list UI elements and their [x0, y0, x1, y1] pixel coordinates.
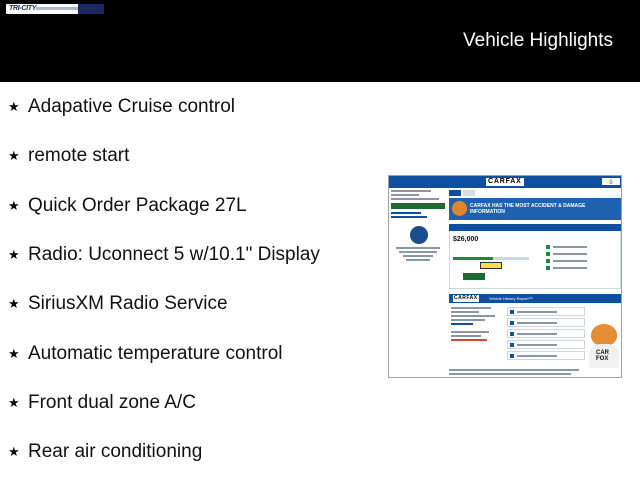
check-icon: [510, 354, 514, 358]
dealer-logo-phone: [78, 4, 104, 14]
feature-item: [8, 242, 320, 268]
carfax-top-bar: [389, 176, 622, 188]
check-icon: [510, 343, 514, 347]
carfax-sidebar: [391, 190, 446, 310]
dealer-logo-tagline: [36, 7, 78, 10]
star-icon: ★: [8, 198, 20, 214]
check-item: [546, 266, 606, 270]
history-row: [507, 340, 585, 349]
dealer-info-line: [406, 259, 430, 261]
history-row: [507, 307, 585, 316]
page-title: Vehicle Highlights: [463, 30, 613, 51]
feature-label: Automatic temperature control: [28, 343, 283, 364]
carfax-disclaimer: [449, 369, 583, 377]
check-icon: [510, 332, 514, 336]
history-row: [507, 351, 585, 360]
carfax-sidebar-active-item: [391, 203, 445, 209]
feature-label: Quick Order Package 27L: [28, 195, 247, 216]
carfax-price: $26,000: [453, 236, 479, 243]
history-row: [507, 329, 585, 338]
star-icon: ★: [8, 296, 20, 312]
check-icon: [546, 245, 550, 249]
carfax-history-logo: CARFAX: [454, 295, 478, 301]
star-icon: ★: [8, 99, 20, 115]
dealer-logo[interactable]: [6, 4, 104, 14]
good-value-marker: [480, 262, 502, 269]
check-icon: [510, 310, 514, 314]
feature-label: Radio: Uconnect 5 w/10.1" Display: [28, 244, 320, 265]
check-icon: [546, 252, 550, 256]
feature-label: SiriusXM Radio Service: [28, 293, 228, 314]
sidebar-link: [391, 216, 427, 218]
star-icon: ★: [8, 395, 20, 411]
car-fox-label: CAR FOX: [596, 350, 609, 362]
check-icon: [546, 266, 550, 270]
carfax-banner: [449, 198, 621, 220]
feature-item: [8, 193, 247, 219]
dealer-info-line: [396, 247, 440, 249]
feature-label: Adapative Cruise control: [28, 96, 235, 117]
dealer-info-line: [403, 255, 433, 257]
tab-details[interactable]: [463, 190, 475, 196]
tab-overview[interactable]: [449, 190, 461, 196]
dealer-logo-text: TRI-CITY: [9, 5, 37, 12]
feature-label: Front dual zone A/C: [28, 392, 196, 413]
value-range-bar: [453, 257, 529, 260]
history-row: [507, 318, 585, 327]
feature-item: [8, 143, 129, 169]
feature-label: Rear air conditioning: [28, 441, 203, 462]
print-icon: ⎙: [602, 178, 620, 185]
page-header: [0, 0, 640, 82]
vehicle-vin-line: [391, 198, 439, 200]
feature-label: remote start: [28, 145, 130, 166]
vehicle-summary: [451, 307, 501, 343]
vehicle-history-header: [449, 294, 621, 303]
value-range-fill: [453, 257, 493, 260]
star-icon: ★: [8, 346, 20, 362]
carfax-logo: CARFAX: [488, 178, 522, 185]
dealer-badge-icon: [410, 226, 428, 244]
sidebar-link: [391, 212, 421, 214]
view-details-button[interactable]: [463, 273, 485, 280]
fox-head: [591, 324, 617, 346]
fox-icon: [452, 201, 467, 216]
feature-item: [8, 390, 196, 416]
vehicle-history-title: Vehicle History Report™: [489, 296, 533, 301]
carfax-tabs: [449, 190, 621, 196]
check-icon: [546, 259, 550, 263]
feature-item: [8, 439, 202, 465]
check-icon: [510, 321, 514, 325]
carfax-report-thumbnail[interactable]: [388, 175, 622, 378]
history-value-panel: [449, 231, 621, 289]
check-item: [546, 252, 606, 256]
history-checklist: [507, 307, 585, 362]
vehicle-title-line: [391, 190, 431, 192]
car-fox-mascot: [585, 324, 621, 368]
dealer-info-line: [399, 251, 437, 253]
star-icon: ★: [8, 247, 20, 263]
check-item: [546, 259, 606, 263]
vehicle-trim-line: [391, 194, 419, 196]
check-item: [546, 245, 606, 249]
star-icon: ★: [8, 148, 20, 164]
history-value-header: [449, 224, 621, 231]
star-icon: ★: [8, 444, 20, 460]
feature-item: [8, 341, 283, 367]
carfax-main: [449, 190, 621, 289]
feature-item: [8, 94, 235, 120]
feature-item: [8, 291, 228, 317]
carfax-banner-text: CARFAX HAS THE MOST ACCIDENT & DAMAGE INFORMATION: [470, 203, 586, 215]
